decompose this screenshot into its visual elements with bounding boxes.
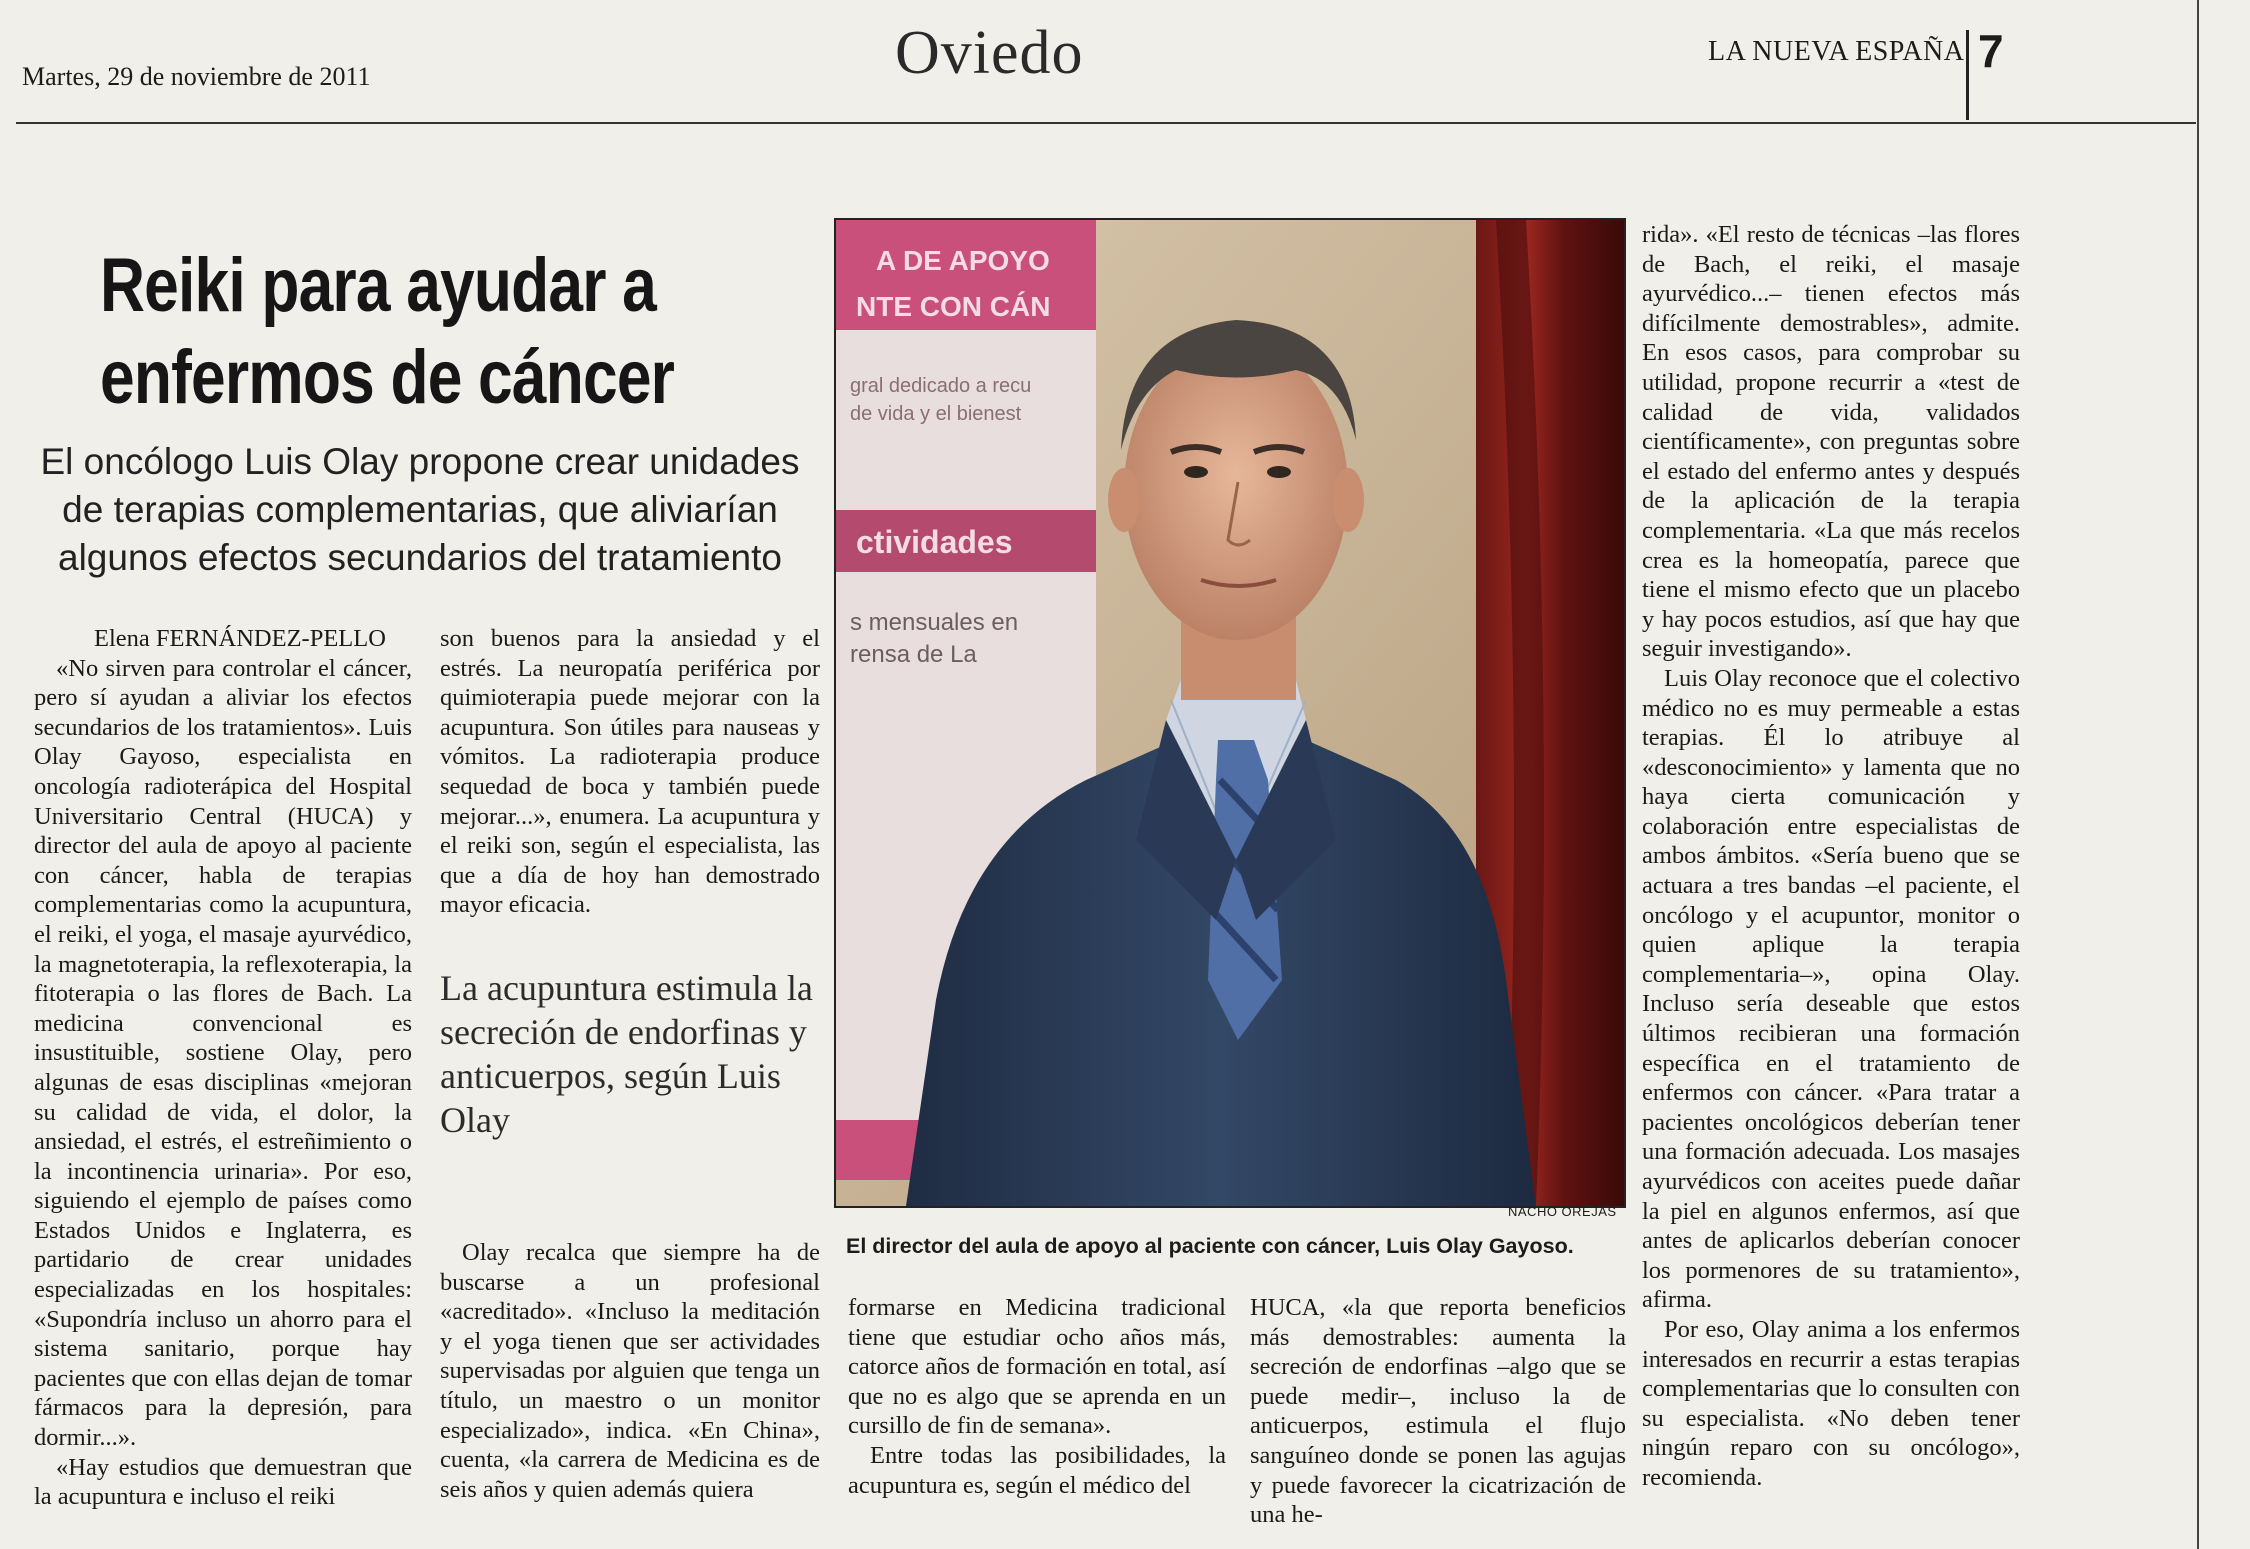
column-2-continued: [440, 1238, 820, 1504]
banner-text: A DE APOYO: [876, 245, 1050, 276]
header-divider: [1966, 30, 1969, 120]
body-paragraph: «No sirven para controlar el cáncer, pero sí ayudan a aliviar los efectos secundarios de los tratamientos». Luis Olay Gayoso, especialista en oncología radioterápica del Hospital Universitario Central (HUCA) y director del aula de apoyo al paciente con cáncer, habla de terapias complementarias como la acupuntura, el reiki, el yoga, el masaje ayurvédico, la magnetoterapia, la reflexoterapia, la fitoterapia o las flores de Bach. La medicina convencional es insustituible, sostiene Olay, pero algunas de esas disciplinas «mejoran su calidad de vida, el dolor, la ansiedad, el estrés, el estreñimiento o la incontinencia urinaria». Por eso, siguiendo el ejemplo de países como Estados Unidos e Inglaterra, es partidario de crear unidades especializadas en los hospitales: «Supondría incluso un ahorro para el sistema sanitario, porque hay pacientes que con ellas dejan de tomar fármacos para la depresión, para dormir...».: [34, 654, 412, 1452]
body-paragraph: HUCA, «la que reporta beneficios más demostrables: aumenta la secreción de endorfinas –algo que se puede medir–, incluso la de anticuerpos, estimula el flujo sanguíneo donde se ponen las agujas y puede favorecer la cicatrización de una he-: [1250, 1294, 1626, 1529]
page-number: 7: [1978, 25, 2004, 77]
section-title: Oviedo: [895, 19, 1084, 87]
photo-caption: El director del aula de apoyo al paciente con cáncer, Luis Olay Gayoso.: [846, 1234, 1574, 1258]
article-subtitle: El oncólogo Luis Olay propone crear unidades de terapias complementarias, que aliviarían algunos efectos secundarios del tratamiento: [40, 441, 800, 578]
column-5: [1642, 220, 2020, 1493]
newspaper-name: LA NUEVA ESPAÑA: [1708, 36, 1965, 67]
body-paragraph: Por eso, Olay anima a los enfermos interesados en recurrir a estas terapias complementarias que lo consulten con su especialista. «No deben tener ningún reparo con su oncólogo», recomienda.: [1642, 1315, 2020, 1491]
banner-text: NTE CON CÁN: [856, 291, 1051, 322]
body-paragraph: Entre todas las posibilidades, la acupuntura es, según el médico del: [848, 1441, 1226, 1499]
body-paragraph: son buenos para la ansiedad y el estrés. La neuropatía periférica por quimioterapia puede mejorar con la acupuntura. Son útiles para nauseas y vómitos. La radioterapia produce sequedad de boca y también puede mejorar...», enumera. La acupuntura y el reiki son, según el especialista, las que a día de hoy han demostrado mayor eficacia.: [440, 625, 820, 919]
page-edge: [2197, 0, 2199, 1549]
headline-line-2: enfermos de cáncer: [100, 335, 675, 420]
article-photo: [834, 218, 1626, 1208]
column-2: [440, 624, 820, 920]
byline: Elena FERNÁNDEZ-PELLO: [94, 625, 386, 652]
body-paragraph: rida». «El resto de técnicas –las flores de Bach, el reiki, el masaje ayurvédico...– tienen efectos más difícilmente demostrables», admite. En esos casos, para comprobar su utilidad, propone recurrir a «test de calidad de vida, validados científicamente», con preguntas sobre el estado del enfermo antes y después de la aplicación de la terapia complementaria. «La que más recelos crea es la homeopatía, parece que tiene el mismo efecto que un placebo y hay pocos estudios, así que hay que seguir investigando».: [1642, 221, 2020, 663]
headline-line-1: Reiki para ayudar a: [100, 243, 656, 328]
article-headline: [100, 240, 707, 424]
banner-text: s mensuales en: [850, 609, 1019, 636]
column-3: [848, 1293, 1226, 1500]
issue-date: Martes, 29 de noviembre de 2011: [22, 62, 371, 91]
banner-text: ctividades: [856, 524, 1013, 560]
body-paragraph: formarse en Medicina tradicional tiene que estudiar ocho años más, catorce años de formación en total, así que no es algo que se aprenda en un cursillo de fin de semana».: [848, 1294, 1226, 1440]
body-paragraph: Olay recalca que siempre ha de buscarse a un profesional «acreditado». «Incluso la meditación y el yoga tienen que ser actividades supervisadas por alguien que tenga un título, un maestro o un monitor especializado», indica. «En China», cuenta, «la carrera de Medicina es de seis años y quien además quiera: [440, 1239, 820, 1503]
banner-text: gral dedicado a recu: [850, 375, 1032, 397]
photo-credit: NACHO OREJAS: [1508, 1204, 1617, 1219]
body-paragraph: «Hay estudios que demuestran que la acupuntura e incluso el reiki: [34, 1453, 412, 1511]
column-1: [34, 624, 412, 1512]
body-paragraph: Luis Olay reconoce que el colectivo médico no es muy permeable a estas terapias. Él lo atribuye al «desconocimiento» y lamenta que no haya cierta comunicación y colaboración entre especialistas de ambos ámbitos. «Sería bueno que se actuara a tres bandas –el paciente, el oncólogo y el acupuntor, monitor o quien aplique la terapia complementaria–», opina Olay. Incluso sería deseable que estos últimos recibieran una formación específica en el tratamiento de enfermos con cáncer. «Para tratar a pacientes oncológicos deberían tener una formación adecuada. Los masajes ayurvédicos con aceites puede dañar la piel en algunos enfermos, así que antes de aplicarlos deberían conocer los pormenores de su tratamiento», afirma.: [1642, 664, 2020, 1314]
header-rule: [16, 122, 2196, 124]
banner-text: de vida y el bienest: [850, 403, 1022, 425]
banner-text: rensa de La: [850, 641, 977, 668]
pull-quote: La acupuntura estimula la secreción de endorfinas y anticuerpos, según Luis Olay: [440, 968, 813, 1140]
column-4: [1250, 1293, 1626, 1530]
